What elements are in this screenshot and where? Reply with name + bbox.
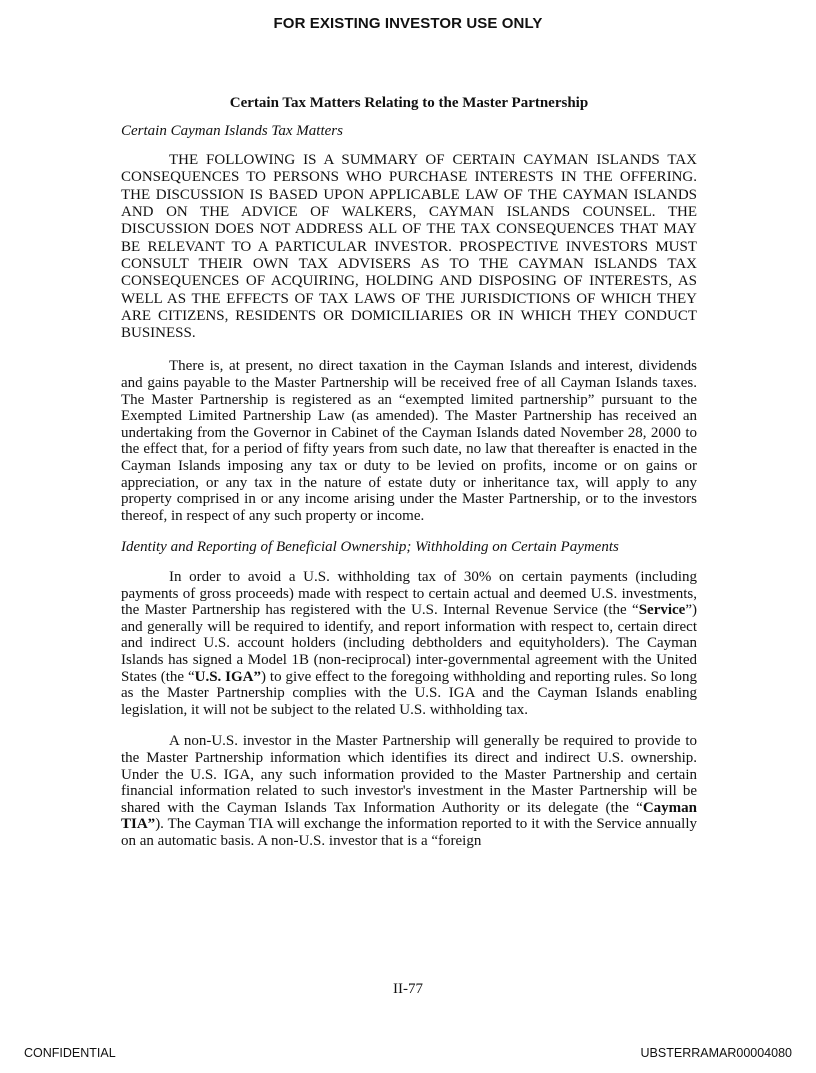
service-defined-term: Service <box>638 602 686 619</box>
non-us-text-b: ). The Cayman TIA will exchange the information reported to it with the Service annually on an automatic basis. A non-U.S. investor that is a “foreign <box>121 816 697 849</box>
withholding-text-a: In order to avoid a U.S. withholding tax of 30% on certain payments (including payments of gross proceeds) made with respect to certain actual and deemed U.S. investments, the Master Partnership has registered with the U.S. Internal Revenue Service (the “ <box>121 568 697 619</box>
tax-disclaimer-paragraph: THE FOLLOWING IS A SUMMARY OF CERTAIN CAYMAN ISLANDS TAX CONSEQUENCES TO PERSONS WHO PURCHASE INTERESTS IN THE OFFERING. THE DISCUSSION IS BASED UPON APPLICABLE LAW OF THE CAYMAN ISLANDS AND ON THE ADVICE OF WALKERS, CAYMAN ISLANDS COUNSEL. THE DISCUSSION DOES NOT ADDRESS ALL OF THE TAX CONSEQUENCES THAT MAY BE RELEVANT TO A PARTICULAR INVESTOR. PROSPECTIVE INVESTORS MUST CONSULT THEIR OWN TAX ADVISERS AS TO THE CAYMAN ISLANDS TAX CONSEQUENCES OF ACQUIRING, HOLDING AND DISPOSING OF INTERESTS, AS WELL AS THE EFFECTS OF TAX LAWS OF THE JURISDICTIONS OF WHICH THEY ARE CITIZENS, RESIDENTS OR DOMICILIARIES OR IN WHICH THEY CONDUCT BUSINESS. <box>121 152 697 342</box>
bates-number: UBSTERRAMAR00004080 <box>640 1046 792 1060</box>
us-iga-defined-term: U.S. IGA” <box>194 668 262 685</box>
withholding-paragraph <box>121 569 697 718</box>
withholding-text-c: ) to give effect to the foregoing withholding and reporting rules. So long as the Master Partnership complies with the U.S. IGA and the Cayman Islands enabling legislation, it will not be subject to the related U.S. withholding tax. <box>121 668 698 718</box>
no-direct-taxation-paragraph: There is, at present, no direct taxation in the Cayman Islands and interest, dividends and gains payable to the Master Partnership will be received free of all Cayman Islands taxes. The Master Partnership is registered as an “exempted limited partnership” pursuant to the Exempted Limited Partnership Law (as amended). The Master Partnership has received an undertaking from the Governor in Cabinet of the Cayman Islands dated November 28, 2000 to the effect that, for a period of fifty years from such date, no law that thereafter is enacted in the Cayman Islands imposing any tax or duty to be levied on profits, income or on gains or appreciation, or any tax in the nature of estate duty or inheritance tax, will apply to any property comprised in or any income arising under the Master Partnership, or to the investors thereof, in respect of any such property or income. <box>121 358 697 524</box>
investor-use-banner: FOR EXISTING INVESTOR USE ONLY <box>273 15 543 32</box>
section-title: Certain Tax Matters Relating to the Master Partnership <box>229 95 589 111</box>
page-number: II-77 <box>393 981 423 997</box>
non-us-text-a: A non-U.S. investor in the Master Partnership will generally be required to provide to the Master Partnership information which identifies its direct and indirect U.S. ownership. Under the U.S. IGA, any such information provided to the Master Partnership and certain financial information related to such investor's investment in the Master Partnership will be shared with the Cayman Islands Tax Information Authority or its delegate (the “ <box>121 733 697 816</box>
confidential-label: CONFIDENTIAL <box>24 1046 116 1060</box>
non-us-investor-paragraph <box>121 733 697 849</box>
cayman-tia-defined-term: Cayman TIA” <box>121 799 697 833</box>
withholding-text-b: ”) and generally will be required to identify, and report information with respect to, certain direct and indirect U.S. account holders (including debtholders and equityholders). The Cayman Islands has signed a Model 1B (non-reciprocal) inter-governmental agreement with the United States (the “ <box>121 602 697 685</box>
cayman-tax-heading: Certain Cayman Islands Tax Matters <box>121 122 343 139</box>
document-body <box>121 95 697 864</box>
beneficial-ownership-heading: Identity and Reporting of Beneficial Ownership; Withholding on Certain Payments <box>121 539 619 556</box>
